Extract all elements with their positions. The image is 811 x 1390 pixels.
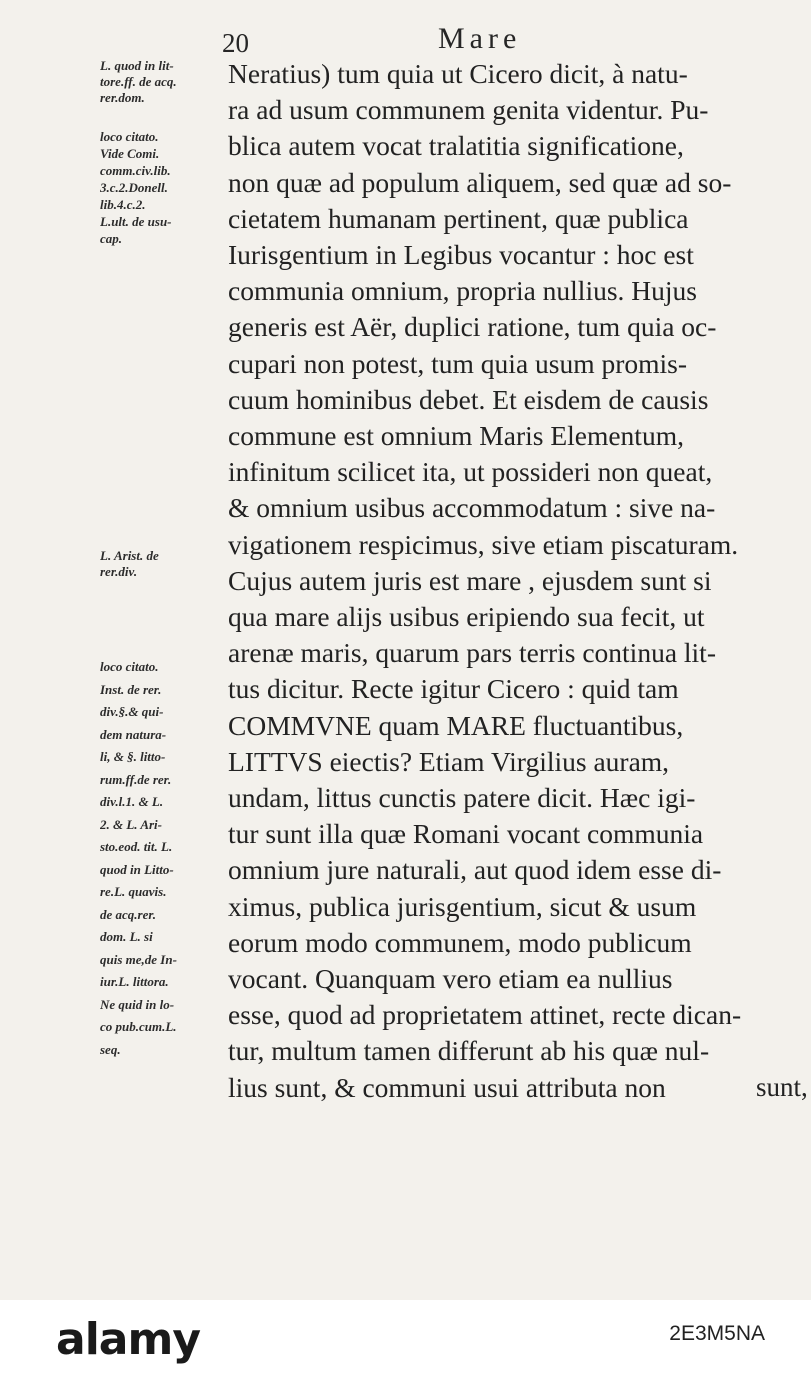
text-line: blica autem vocat tralatitia significatione, xyxy=(228,130,684,162)
text-line: generis est Aër, duplici ratione, tum quia oc- xyxy=(228,311,717,343)
text-line: Cujus autem juris est mare , ejusdem sunt si xyxy=(228,564,712,596)
marginal-note xyxy=(100,656,235,1061)
text-line: esse, quod ad proprietatem attinet, recte dican- xyxy=(228,999,742,1031)
text-line: vocant. Quanquam vero etiam ea nullius xyxy=(228,963,673,994)
marginal-note-line: seq. xyxy=(100,1041,121,1057)
marginal-note-line: 2. & L. Ari- xyxy=(100,816,162,832)
watermark-footer xyxy=(0,1300,811,1390)
text-line: arenæ maris, quarum pars terris continua lit- xyxy=(228,637,716,669)
marginal-note-line: L.ult. de usu- xyxy=(100,214,172,229)
text-line: tur sunt illa quæ Romani vocant communia xyxy=(228,818,704,850)
text-line: LITTVS eiectis? Etiam Virgilius auram, xyxy=(228,745,670,777)
marginal-note-line: re.L. quavis. xyxy=(100,884,167,899)
marginal-note-line: loco citato. xyxy=(100,659,159,674)
text-line: omnium jure naturali, aut quod idem esse di- xyxy=(228,854,722,886)
marginal-note-line: div.§.& qui- xyxy=(100,704,164,719)
marginal-note-line: rum.ff.de rer. xyxy=(100,771,172,787)
marginal-note-line: Ne quid in lo- xyxy=(100,996,175,1012)
text-line: infinitum scilicet ita, ut possideri non queat, xyxy=(228,456,713,488)
page-number: 20 xyxy=(222,28,249,58)
text-line: & omnium usibus accommodatum : sive na- xyxy=(228,492,716,524)
text-line: cupari non potest, tum quia usum promis- xyxy=(228,347,688,379)
text-line: communia omnium, propria nullius. Hujus xyxy=(228,275,697,307)
text-line: ra ad usum communem genita videntur. Pu- xyxy=(228,94,709,126)
marginal-note-line: sto.eod. tit. L. xyxy=(100,839,173,854)
marginal-note-line: li, & §. litto- xyxy=(100,749,166,764)
marginal-note-line: tore.ff. de acq. xyxy=(100,74,177,89)
marginal-note-line: lib.4.c.2. xyxy=(100,197,146,212)
marginal-note-line: Vide Comi. xyxy=(100,146,160,161)
marginal-note-line: cap. xyxy=(100,231,123,246)
text-line: vigationem respicimus, sive etiam piscaturam. xyxy=(228,528,739,560)
text-line: eorum modo communem, modo publicum xyxy=(228,926,692,958)
marginal-note-line: quod in Litto- xyxy=(100,861,174,877)
text-line: Neratius) tum quia ut Cicero dicit, à natu- xyxy=(228,58,688,89)
text-line: lius sunt, & communi usui attributa non xyxy=(228,1071,666,1103)
marginal-note-line: L. quod in lit- xyxy=(100,58,174,73)
text-line: cietatem humanam pertinent, quæ publica xyxy=(228,202,689,234)
marginal-note-line: rer.div. xyxy=(100,564,138,579)
marginal-note-line: 3.c.2.Donell. xyxy=(100,180,168,195)
marginal-note-line: Inst. de rer. xyxy=(100,681,162,697)
marginal-note xyxy=(100,58,235,106)
text-line: tur, multum tamen differunt ab his quæ nul- xyxy=(228,1035,710,1067)
image-id: 2E3M5NA xyxy=(669,1322,765,1345)
marginal-note-line: loco citato. xyxy=(100,129,159,144)
text-line: non quæ ad populum aliquem, sed quæ ad so- xyxy=(228,166,732,198)
marginal-note-line: div.l.1. & L. xyxy=(100,794,164,809)
marginal-note-line: rer.dom. xyxy=(100,90,145,105)
marginal-note-line: dom. L. si xyxy=(100,929,153,944)
marginal-note-line: quis me,de In- xyxy=(100,951,177,967)
marginal-note xyxy=(100,128,235,247)
text-line: COMMVNE quam MARE fluctuantibus, xyxy=(228,709,684,741)
footer-strip xyxy=(0,1366,811,1390)
marginal-note-line: de acq.rer. xyxy=(100,906,156,922)
marginal-note-line: iur.L. littora. xyxy=(100,974,169,989)
text-line: Iurisgentium in Legibus vocantur : hoc est xyxy=(228,239,694,270)
text-line: tus dicitur. Recte igitur Cicero : quid tam xyxy=(228,673,679,705)
catchword: sunt, xyxy=(756,1072,808,1102)
text-line: ximus, publica jurisgentium, sicut & usum xyxy=(228,890,697,922)
running-head: Mare xyxy=(438,22,522,55)
marginal-note xyxy=(100,548,235,580)
text-line: commune est omnium Maris Elementum, xyxy=(228,420,684,451)
text-line: qua mare alijs usibus eripiendo sua fecit, ut xyxy=(228,601,705,632)
alamy-logo: alamy xyxy=(56,1314,200,1365)
text-line: undam, littus cunctis patere dicit. Hæc igi- xyxy=(228,782,696,813)
marginal-note-line: dem natura- xyxy=(100,726,167,742)
text-line: cuum hominibus debet. Et eisdem de causis xyxy=(228,383,709,415)
marginal-note-line: co pub.cum.L. xyxy=(100,1019,177,1034)
marginal-note-line: comm.civ.lib. xyxy=(100,163,171,178)
marginal-note-line: L. Arist. de xyxy=(100,548,159,563)
